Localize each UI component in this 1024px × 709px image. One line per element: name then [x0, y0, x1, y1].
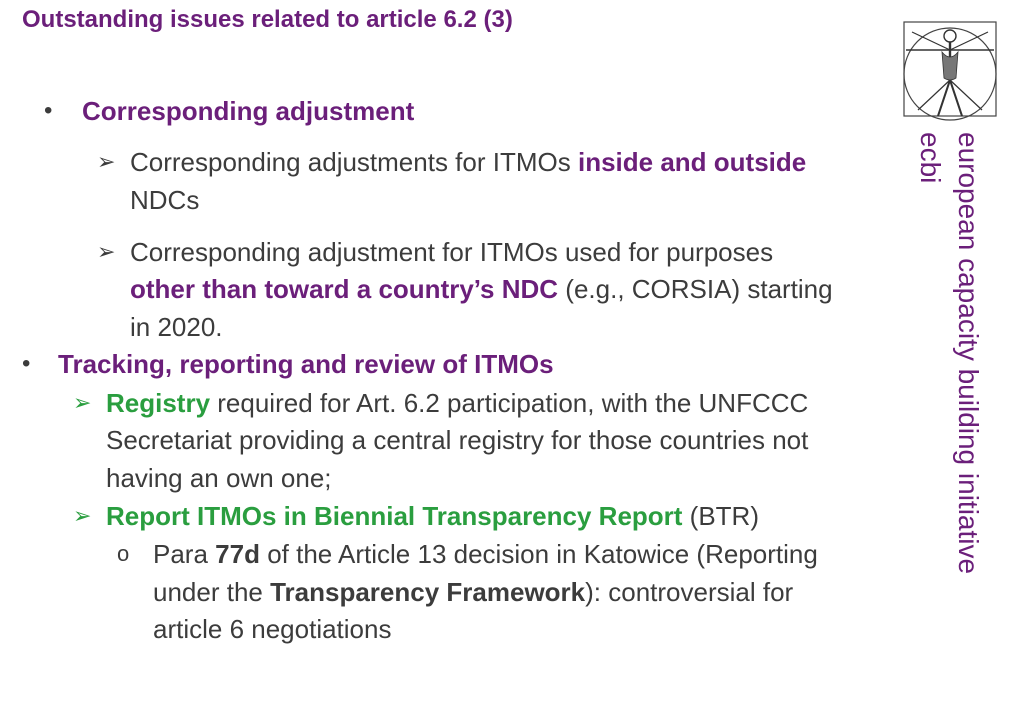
arrow-icon: ➢: [73, 503, 92, 528]
bullet-dot-2: •: [22, 350, 31, 377]
arrow-icon: ➢: [97, 239, 116, 264]
vitruvian-man-icon: [898, 18, 1002, 122]
brand-long-text: european capacity building initiative: [953, 132, 984, 575]
arrow-icon: ➢: [73, 390, 92, 415]
bullet1-heading: Corresponding adjustment: [82, 96, 415, 126]
bullet1-sub1-line2: NDCs: [130, 185, 200, 215]
bullet2-sub1-line2: Secretariat providing a central registry for those countries not: [106, 425, 809, 455]
bullet1-sub2-line1: Corresponding adjustment for ITMOs used for purposes: [130, 237, 774, 267]
slide-title: Outstanding issues related to article 6.2 (3): [22, 6, 513, 33]
subsub-line1: Para 77d of the Article 13 decision in Katowice (Reporting: [153, 539, 818, 569]
bullet1-sub2-line3: in 2020.: [130, 312, 223, 342]
subsub-line3: article 6 negotiations: [153, 614, 392, 644]
bullet2-sub1-line1: Registry required for Art. 6.2 participation, with the UNFCCC: [106, 388, 809, 418]
bullet1-sub1-line1: Corresponding adjustments for ITMOs inside and outside: [130, 147, 807, 177]
arrow-icon: ➢: [97, 149, 116, 174]
bullet1-sub2-line2: other than toward a country’s NDC (e.g., CORSIA) starting: [130, 274, 833, 304]
brand-short-text: ecbi: [915, 132, 946, 184]
bullet2-sub2-line1: Report ITMOs in Biennial Transparency Report (BTR): [106, 501, 759, 531]
bullet-dot-1: •: [44, 97, 53, 124]
subsub-line2: under the Transparency Framework): controversial for: [153, 577, 794, 607]
bullet2-sub1-line3: having an own one;: [106, 463, 332, 493]
circle-bullet-icon: o: [117, 541, 130, 566]
bullet2-heading: Tracking, reporting and review of ITMOs: [58, 349, 554, 379]
